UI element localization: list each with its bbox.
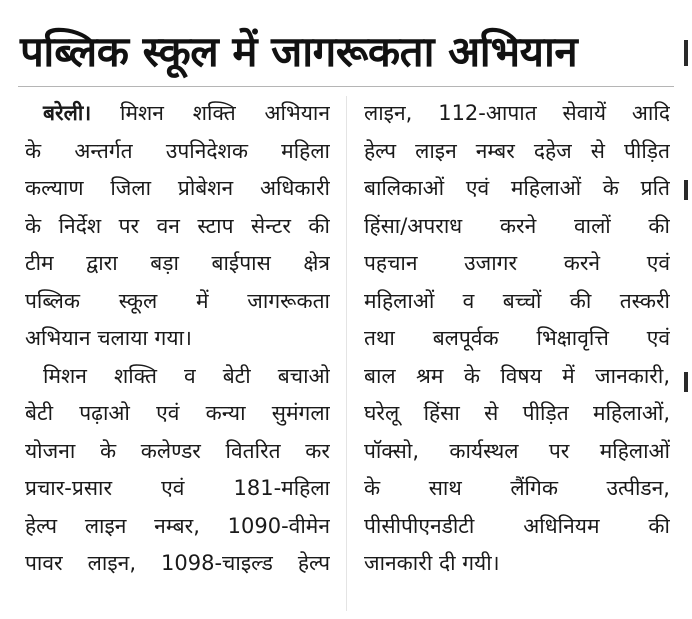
article-line: के साथ लैंगिक उत्पीडन, (364, 476, 670, 500)
article-line: हेल्प लाइन नम्बर, 1090-वीमेन (25, 513, 330, 538)
article-line: जानकारी दी गयी। (364, 551, 500, 575)
article-line: लाइन, 112-आपात सेवायें आदि (364, 101, 670, 125)
article-line (25, 95, 330, 133)
article-line: पीसीपीएनडीटी अधिनियम की (364, 513, 670, 538)
article-line: योजना के कलेण्डर वितरित कर (25, 438, 330, 463)
article-line: मिशन शक्ति व बेटी बचाओ (43, 363, 330, 388)
article-line: बेटी पढ़ाओ एवं कन्या सुमंगला (25, 401, 330, 425)
article-headline: पब्लिक स्कूल में जागरूकता अभियान (20, 27, 578, 76)
article-line: के निर्देश पर वन स्टाप सेन्टर की (25, 213, 330, 238)
cropped-previous-text (18, 0, 658, 3)
adjacent-clipping-edge (684, 180, 688, 200)
column-divider (346, 96, 347, 611)
article-line: महिलाओं व बच्चों की तस्करी (364, 288, 670, 313)
article-line: अभियान चलाया गया। (25, 326, 192, 350)
article-line: हेल्प लाइन नम्बर दहेज से पीड़ित (364, 138, 670, 163)
article-line: टीम द्वारा बड़ा बाईपास क्षेत्र (25, 251, 330, 275)
article-line: पब्लिक स्कूल में जागरूकता (25, 288, 330, 313)
article-line: पावर लाइन, 1098-चाइल्ड हेल्प (25, 551, 330, 575)
article-line: प्रचार-प्रसार एवं 181-महिला (25, 476, 330, 500)
article-line: बाल श्रम के विषय में जानकारी, (364, 363, 670, 388)
headline-rule (18, 86, 674, 87)
article-line: घरेलू हिंसा से पीड़ित महिलाओं, (364, 401, 670, 425)
article-dateline: बरेली। (43, 101, 92, 125)
article-left-column (25, 95, 330, 615)
article-line-text: मिशन शक्ति अभियान (91, 101, 330, 125)
article-line: कल्याण जिला प्रोबेशन अधिकारी (25, 176, 330, 200)
article-line: के अन्तर्गत उपनिदेशक महिला (25, 138, 330, 163)
article-line: तथा बलपूर्वक भिक्षावृत्ति एवं (364, 326, 670, 350)
article-line: पहचान उजागर करने एवं (364, 251, 670, 275)
adjacent-clipping-edge (684, 372, 688, 392)
article-line: हिंसा/अपराध करने वालों की (364, 213, 670, 238)
article-line: बालिकाओं एवं महिलाओं के प्रति (364, 176, 670, 200)
article-line: पॉक्सो, कार्यस्थल पर महिलाओं (364, 438, 670, 463)
adjacent-clipping-edge (684, 40, 688, 66)
article-right-column (364, 95, 670, 615)
